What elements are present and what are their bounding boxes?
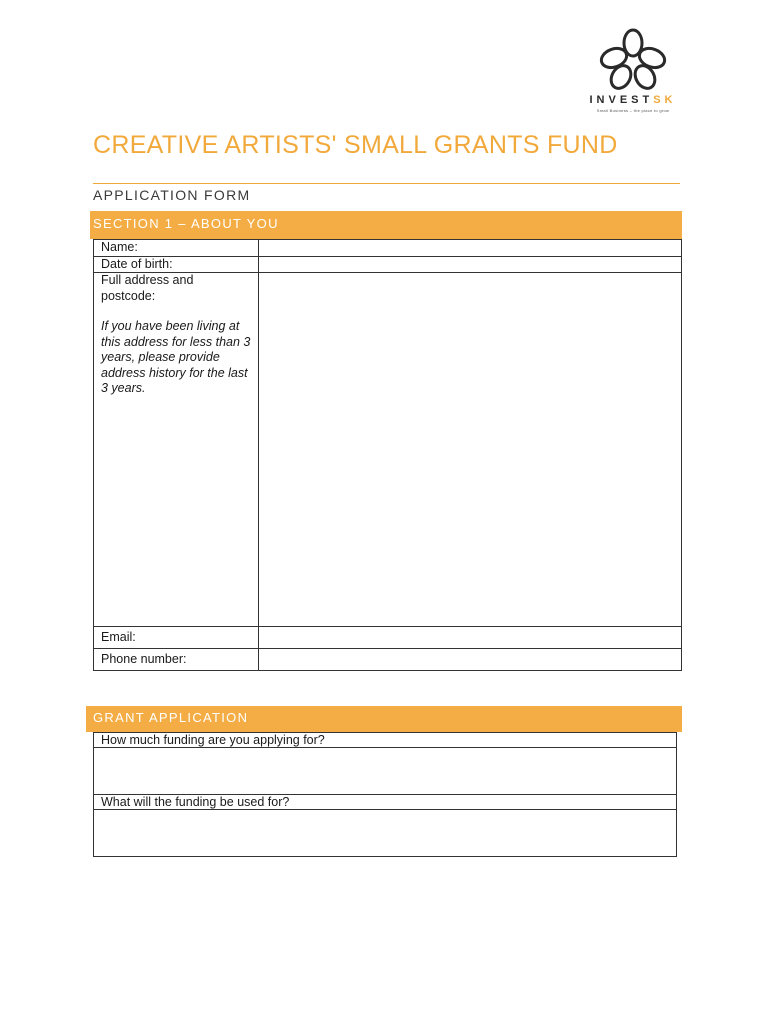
funding-amount-question: How much funding are you applying for?: [94, 733, 677, 748]
investsk-logo: [578, 28, 688, 114]
address-label: Full address and postcode:: [101, 273, 194, 303]
flower-logo-icon: [595, 28, 671, 92]
dob-field[interactable]: [259, 256, 682, 273]
email-label: Email:: [94, 627, 259, 649]
form-subtitle: APPLICATION FORM: [93, 187, 251, 203]
grant-application-table: [93, 732, 677, 857]
address-field[interactable]: [259, 273, 682, 627]
name-label: Name:: [94, 240, 259, 257]
page-title: CREATIVE ARTISTS' SMALL GRANTS FUND: [93, 131, 618, 159]
logo-wordmark: INVESTSK: [589, 94, 677, 106]
logo-tagline: Small Business – the place to grow: [596, 108, 670, 113]
phone-label: Phone number:: [94, 649, 259, 671]
section-1-header: SECTION 1 – ABOUT YOU: [90, 211, 682, 239]
funding-use-field[interactable]: [94, 810, 677, 857]
email-field[interactable]: [259, 627, 682, 649]
address-label-cell: [94, 273, 259, 627]
funding-amount-field[interactable]: [94, 748, 677, 795]
name-field[interactable]: [259, 240, 682, 257]
grant-application-header: GRANT APPLICATION: [86, 706, 682, 732]
dob-label: Date of birth:: [94, 256, 259, 273]
funding-use-question: What will the funding be used for?: [94, 795, 677, 810]
address-note: If you have been living at this address for less than 3 years, please provide address history for the last 3 years.: [101, 319, 251, 395]
title-divider: [93, 183, 680, 184]
about-you-table: [93, 239, 682, 671]
phone-field[interactable]: [259, 649, 682, 671]
